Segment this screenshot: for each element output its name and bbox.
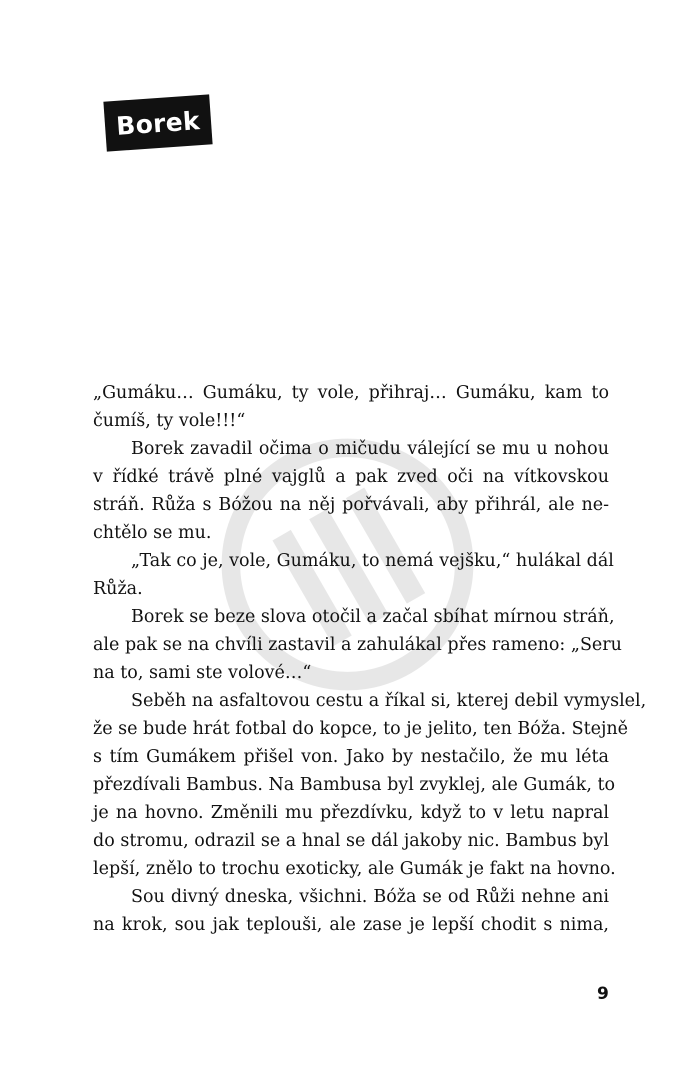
page-number: 9 xyxy=(597,984,609,1004)
text-line: s tím Gumákem přišel von. Jako by nestačilo, že mu léta xyxy=(93,747,609,767)
text-line: na to, sami ste volové…“ xyxy=(93,663,312,683)
text-line: Seběh na asfaltovou cestu a říkal si, kterej debil vymyslel, xyxy=(131,691,647,711)
text-line: přezdívali Bambus. Na Bambusa byl zvyklej, ale Gumák, to xyxy=(93,775,616,795)
text-line: Borek zavadil očima o mičudu válející se mu u nohou xyxy=(131,439,609,459)
text-line: stráň. Růža s Bóžou na něj pořvávali, aby přihrál, ale ne- xyxy=(93,495,609,515)
text-line: chtělo se mu. xyxy=(93,523,212,543)
text-line: na krok, sou jak teplouši, ale zase je lepší chodit s nima, xyxy=(93,915,609,935)
text-line: do stromu, odrazil se a hnal se dál jakoby nic. Bambus byl xyxy=(93,831,609,851)
text-line: Růža. xyxy=(93,579,143,599)
text-line: Sou divný dneska, všichni. Bóža se od Růži nehne ani xyxy=(131,887,609,907)
text-line: v řídké trávě plné vajglů a pak zved oči na vítkovskou xyxy=(93,467,609,487)
chapter-title: Borek xyxy=(115,105,201,141)
text-line: je na hovno. Změnili mu přezdívku, když to v letu napral xyxy=(93,803,609,823)
chapter-title-label xyxy=(103,94,212,151)
text-line: že se bude hrát fotbal do kopce, to je jelito, ten Bóža. Stejně xyxy=(93,719,629,739)
text-line: ale pak se na chvíli zastavil a zahulákal přes rameno: „Seru xyxy=(93,635,622,655)
text-line: lepší, znělo to trochu exoticky, ale Gumák je fakt na hovno. xyxy=(93,859,616,879)
text-line: čumíš, ty vole!!!“ xyxy=(93,411,246,431)
text-line: „Tak co je, vole, Gumáku, to nemá vejšku,“ hulákal dál xyxy=(131,551,614,571)
body-text xyxy=(93,379,647,939)
text-line: Borek se beze slova otočil a začal sbíhat mírnou stráň, xyxy=(131,607,615,627)
text-line: „Gumáku… Gumáku, ty vole, přihraj… Gumáku, kam to xyxy=(93,383,609,403)
